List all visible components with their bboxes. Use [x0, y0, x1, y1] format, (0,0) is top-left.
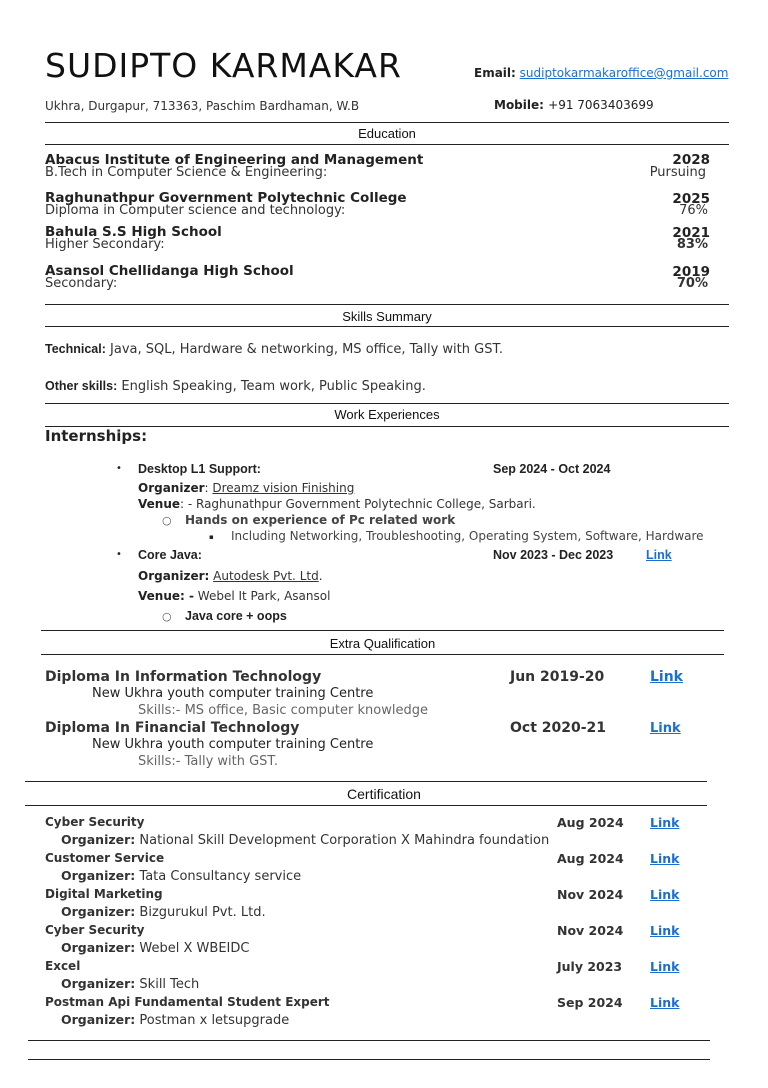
education-degree: Higher Secondary: [45, 237, 165, 252]
education-year: 2025 [672, 191, 710, 207]
organizer-label: Organizer: [61, 976, 136, 991]
qualification-skills: Skills:- MS office, Basic computer knowledge [138, 703, 428, 718]
certification-title: Digital Marketing [45, 887, 163, 901]
certification-organizer [61, 832, 549, 848]
certification-title: Cyber Security [45, 923, 145, 937]
email-link[interactable]: sudiptokarmakaroffice@gmail.com [519, 66, 729, 80]
section-title-education: Education [358, 126, 416, 141]
education-institution: Bahula S.S High School [45, 224, 222, 240]
qualification-title: Diploma In Information Technology [45, 669, 322, 685]
qualification-date: Jun 2019-20 [510, 669, 605, 685]
address: Ukhra, Durgapur, 713363, Paschim Bardhaman, W.B [45, 99, 360, 113]
internship-organizer [138, 569, 323, 583]
education-year: 2028 [672, 152, 710, 168]
qualification-date: Oct 2020-21 [510, 720, 607, 736]
organizer-label: Organizer: [61, 832, 136, 847]
certification-date: Aug 2024 [557, 815, 624, 830]
internship-title: Desktop L1 Support: [138, 462, 261, 476]
organizer-value: Bizgurukul Pvt. Ltd. [139, 905, 266, 920]
certification-link[interactable]: Link [650, 995, 680, 1010]
section-title-extra: Extra Qualification [329, 636, 436, 651]
divider [45, 326, 729, 327]
certification-organizer [61, 868, 301, 884]
divider [28, 1040, 710, 1041]
other-skills-label: Other skills: [45, 379, 118, 393]
qualification-org: New Ukhra youth computer training Centre [92, 737, 374, 752]
other-skills-value: English Speaking, Team work, Public Speaking. [121, 379, 426, 394]
qualification-link[interactable]: Link [650, 669, 683, 685]
certification-date: Aug 2024 [557, 851, 624, 866]
divider [25, 781, 707, 782]
divider [45, 304, 729, 305]
certification-organizer [61, 904, 266, 920]
certification-title: Excel [45, 959, 81, 973]
education-year: 2019 [672, 264, 710, 280]
certification-organizer [61, 1012, 289, 1028]
other-skills [45, 379, 426, 394]
certification-title: Customer Service [45, 851, 165, 865]
certification-link[interactable]: Link [650, 959, 680, 974]
internship-subsubpoint: Including Networking, Troubleshooting, Operating System, Software, Hardware [231, 529, 704, 543]
divider [45, 426, 729, 427]
internship-venue [138, 589, 330, 603]
venue-label: Venue: - [138, 589, 194, 603]
mobile-number: +91 7063403699 [548, 98, 654, 112]
divider [41, 630, 724, 631]
organizer-label: Organizer: [61, 940, 136, 955]
qualification-link[interactable]: Link [650, 721, 681, 736]
certification-link[interactable]: Link [650, 851, 680, 866]
divider [28, 1059, 710, 1060]
section-title-skills: Skills Summary [342, 309, 432, 324]
education-score: Pursuing [649, 165, 706, 180]
organizer-link[interactable]: Autodesk Pvt. Ltd [213, 569, 319, 583]
internship-venue [138, 497, 536, 511]
divider [25, 805, 707, 806]
certification-date: Sep 2024 [557, 995, 623, 1010]
organizer-label: Organizer: [61, 868, 136, 883]
resume-name: SUDIPTO KARMAKAR [45, 46, 402, 85]
education-institution: Abacus Institute of Engineering and Management [45, 152, 424, 168]
certification-date: Nov 2024 [557, 887, 624, 902]
section-title-certification: Certification [347, 786, 421, 802]
internships-heading: Internships: [45, 427, 148, 445]
education-degree: Secondary: [45, 276, 118, 291]
education-institution: Asansol Chellidanga High School [45, 263, 294, 279]
email-label: Email: [474, 66, 516, 80]
certification-date: Nov 2024 [557, 923, 624, 938]
organizer-value: National Skill Development Corporation X Mahindra foundation [139, 833, 550, 848]
qualification-skills: Skills:- Tally with GST. [138, 754, 278, 769]
divider [45, 144, 729, 145]
divider [45, 403, 729, 404]
email-line [474, 66, 728, 80]
organizer-value: Postman x letsupgrade [139, 1013, 290, 1028]
organizer-link[interactable]: Dreamz vision Finishing [212, 481, 355, 495]
education-institution: Raghunathpur Government Polytechnic College [45, 190, 407, 206]
education-degree: B.Tech in Computer Science & Engineering: [45, 165, 328, 180]
circle-bullet-icon: ○ [162, 610, 172, 623]
divider [41, 654, 724, 655]
certification-link[interactable]: Link [650, 815, 680, 830]
education-score: 83% [676, 237, 708, 252]
bullet-icon: • [116, 463, 122, 474]
certification-title: Cyber Security [45, 815, 145, 829]
certification-organizer [61, 940, 249, 956]
education-score: 76% [679, 203, 708, 218]
venue-label: Venue [138, 497, 180, 511]
organizer-value: Webel X WBEIDC [139, 941, 250, 956]
certification-link[interactable]: Link [650, 923, 680, 938]
organizer-label: Organizer: [61, 904, 136, 919]
bullet-icon: • [116, 549, 122, 560]
internship-dates: Nov 2023 - Dec 2023 [493, 548, 614, 562]
technical-skills [45, 342, 503, 357]
education-score: 70% [676, 276, 708, 291]
organizer-suffix: . [318, 569, 323, 583]
internship-dates: Sep 2024 - Oct 2024 [493, 462, 611, 476]
qualification-title: Diploma In Financial Technology [45, 720, 300, 736]
divider [45, 122, 729, 123]
internship-subpoint: Hands on experience of Pc related work [185, 513, 456, 527]
mobile-label: Mobile: [494, 98, 544, 112]
qualification-org: New Ukhra youth computer training Centre [92, 686, 374, 701]
venue-value: : - Raghunathpur Government Polytechnic College, Sarbari. [180, 497, 536, 511]
internship-subpoint: Java core + oops [185, 609, 287, 623]
technical-value: Java, SQL, Hardware & networking, MS office, Tally with GST. [110, 342, 503, 357]
venue-value: Webel It Park, Asansol [197, 589, 331, 603]
organizer-label: Organizer: [61, 1012, 136, 1027]
section-title-work: Work Experiences [334, 407, 440, 422]
technical-label: Technical: [45, 342, 106, 356]
internship-organizer [138, 481, 354, 495]
certification-organizer [61, 976, 199, 992]
organizer-value: Skill Tech [139, 977, 200, 992]
organizer-value: Tata Consultancy service [139, 869, 302, 884]
internship-link[interactable]: Link [646, 548, 672, 562]
education-year: 2021 [672, 225, 710, 241]
circle-bullet-icon: ○ [162, 514, 172, 527]
square-bullet-icon: ▪ [209, 533, 214, 541]
education-degree: Diploma in Computer science and technology: [45, 203, 346, 218]
certification-title: Postman Api Fundamental Student Expert [45, 995, 330, 1009]
organizer-label: Organizer [138, 481, 205, 495]
organizer-separator: : [204, 481, 209, 495]
certification-link[interactable]: Link [650, 887, 680, 902]
internship-title: Core Java: [138, 548, 202, 562]
certification-date: July 2023 [557, 959, 623, 974]
organizer-label: Organizer: [138, 569, 210, 583]
mobile-line [494, 98, 654, 112]
